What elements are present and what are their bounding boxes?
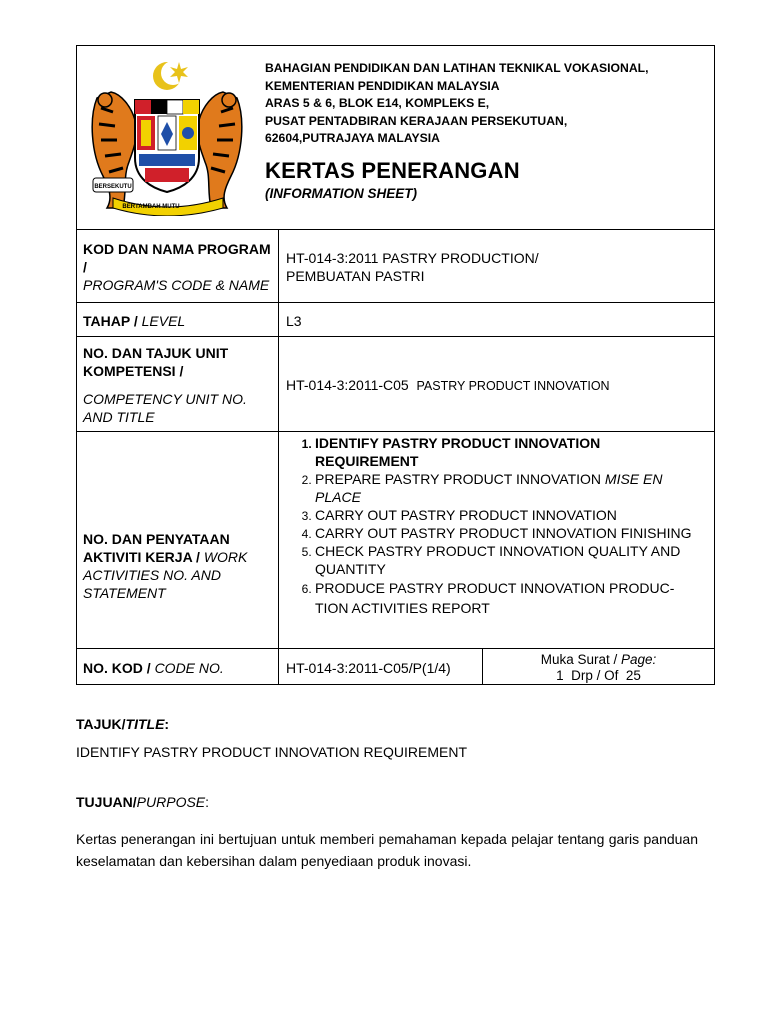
level-label [77,303,279,337]
activity-item: 4. CARRY OUT PASTRY PRODUCT INNOVATION FINISHING [315,524,703,542]
work-activities-list [286,434,707,618]
purpose-colon: : [205,794,210,810]
page-of-label: Drp / Of [571,667,619,683]
document-subtitle: (INFORMATION SHEET) [265,186,417,201]
malaysia-coat-of-arms-logo [83,58,251,216]
program-label [77,230,279,303]
code-value: HT-014-3:2011-C05/P(1/4) [279,649,483,685]
institution-line: PUSAT PENTADBIRAN KERAJAAN PERSEKUTUAN, [265,113,568,128]
activities-label-en: WORK [203,549,248,565]
program-value-line: HT-014-3:2011 PASTRY PRODUCTION/ [286,250,539,266]
purpose-text: Kertas penerangan ini bertujuan untuk memberi pemahaman kepada pelajar tentang garis panduan keselamatan dan kebersihan dalam penyediaan produk inovasi. [76,831,698,869]
purpose-label-ms: TUJUAN/ [76,794,137,810]
institution-address [265,60,648,148]
header-table [76,45,715,685]
level-value: L3 [279,303,715,337]
program-value-line: PEMBUATAN PASTRI [286,268,425,284]
activities-list-cell [279,432,715,649]
page-current: 1 [556,667,564,683]
level-label-ms: TAHAP / [83,312,138,329]
document-title: KERTAS PENERANGAN [265,158,520,183]
activity-item: 3. CARRY OUT PASTRY PRODUCT INNOVATION [315,506,703,524]
code-label [77,649,279,685]
title-heading [76,716,698,732]
activity-item: 6. PRODUCE PASTRY PRODUCT INNOVATION PRODUC-TION ACTIVITIES REPORT [315,578,703,618]
header-banner [77,46,715,230]
crest-motto-center: BERTAMBAH MUTU [122,204,180,210]
institution-line: BAHAGIAN PENDIDIKAN DAN LATIHAN TEKNIKAL VOKASIONAL, [265,61,649,75]
code-label-ms: NO. KOD / [83,659,151,676]
information-sheet-header [76,45,714,685]
institution-line: ARAS 5 & 6, BLOK E14, KOMPLEKS E, [265,96,490,110]
unit-label-en: COMPETENCY UNIT NO. AND TITLE [83,391,247,425]
purpose-heading [76,794,698,810]
level-label-en: LEVEL [141,312,186,329]
activities-label-en-2: ACTIVITIES NO. AND STATEMENT [83,567,221,601]
activities-label [77,432,279,649]
unit-title: PASTRY PRODUCT INNOVATION [416,378,610,393]
page-label-en: Page: [621,651,657,667]
page-info [483,649,715,685]
page-label-ms: Muka Surat / [540,651,618,667]
institution-line: 62604,PUTRAJAYA MALAYSIA [265,131,440,145]
unit-code: HT-014-3:2011-C05 [286,376,409,393]
title-label-en: TITLE [125,716,165,732]
code-label-en: CODE NO. [154,659,224,676]
title-label-ms: TAJUK/ [76,716,126,732]
unit-label-ms: NO. DAN TAJUK UNIT KOMPETENSI / [83,345,229,379]
activity-item: 2. PREPARE PASTRY PRODUCT INNOVATION MISE EN PLACE [315,470,703,506]
purpose-label-en: PURPOSE [136,794,206,810]
activities-label-ms: NO. DAN PENYATAAN AKTIVITI KERJA / [83,531,230,565]
institution-line: KEMENTERIAN PENDIDIKAN MALAYSIA [265,78,500,93]
title-colon: : [164,716,170,732]
program-label-ms: KOD DAN NAMA PROGRAM / [83,241,271,275]
title-value: IDENTIFY PASTRY PRODUCT INNOVATION REQUIREMENT [76,744,468,760]
crest-motto-left: BERSEKUTU [94,184,132,190]
activity-item: 1. IDENTIFY PASTRY PRODUCT INNOVATION REQUIREMENT [315,434,703,470]
page-total: 25 [625,667,641,683]
program-label-en: PROGRAM'S CODE & NAME [83,277,270,293]
unit-value [279,337,715,432]
unit-label [77,337,279,432]
activity-item: 5. CHECK PASTRY PRODUCT INNOVATION QUALITY AND QUANTITY [315,542,703,578]
program-value [279,230,715,303]
